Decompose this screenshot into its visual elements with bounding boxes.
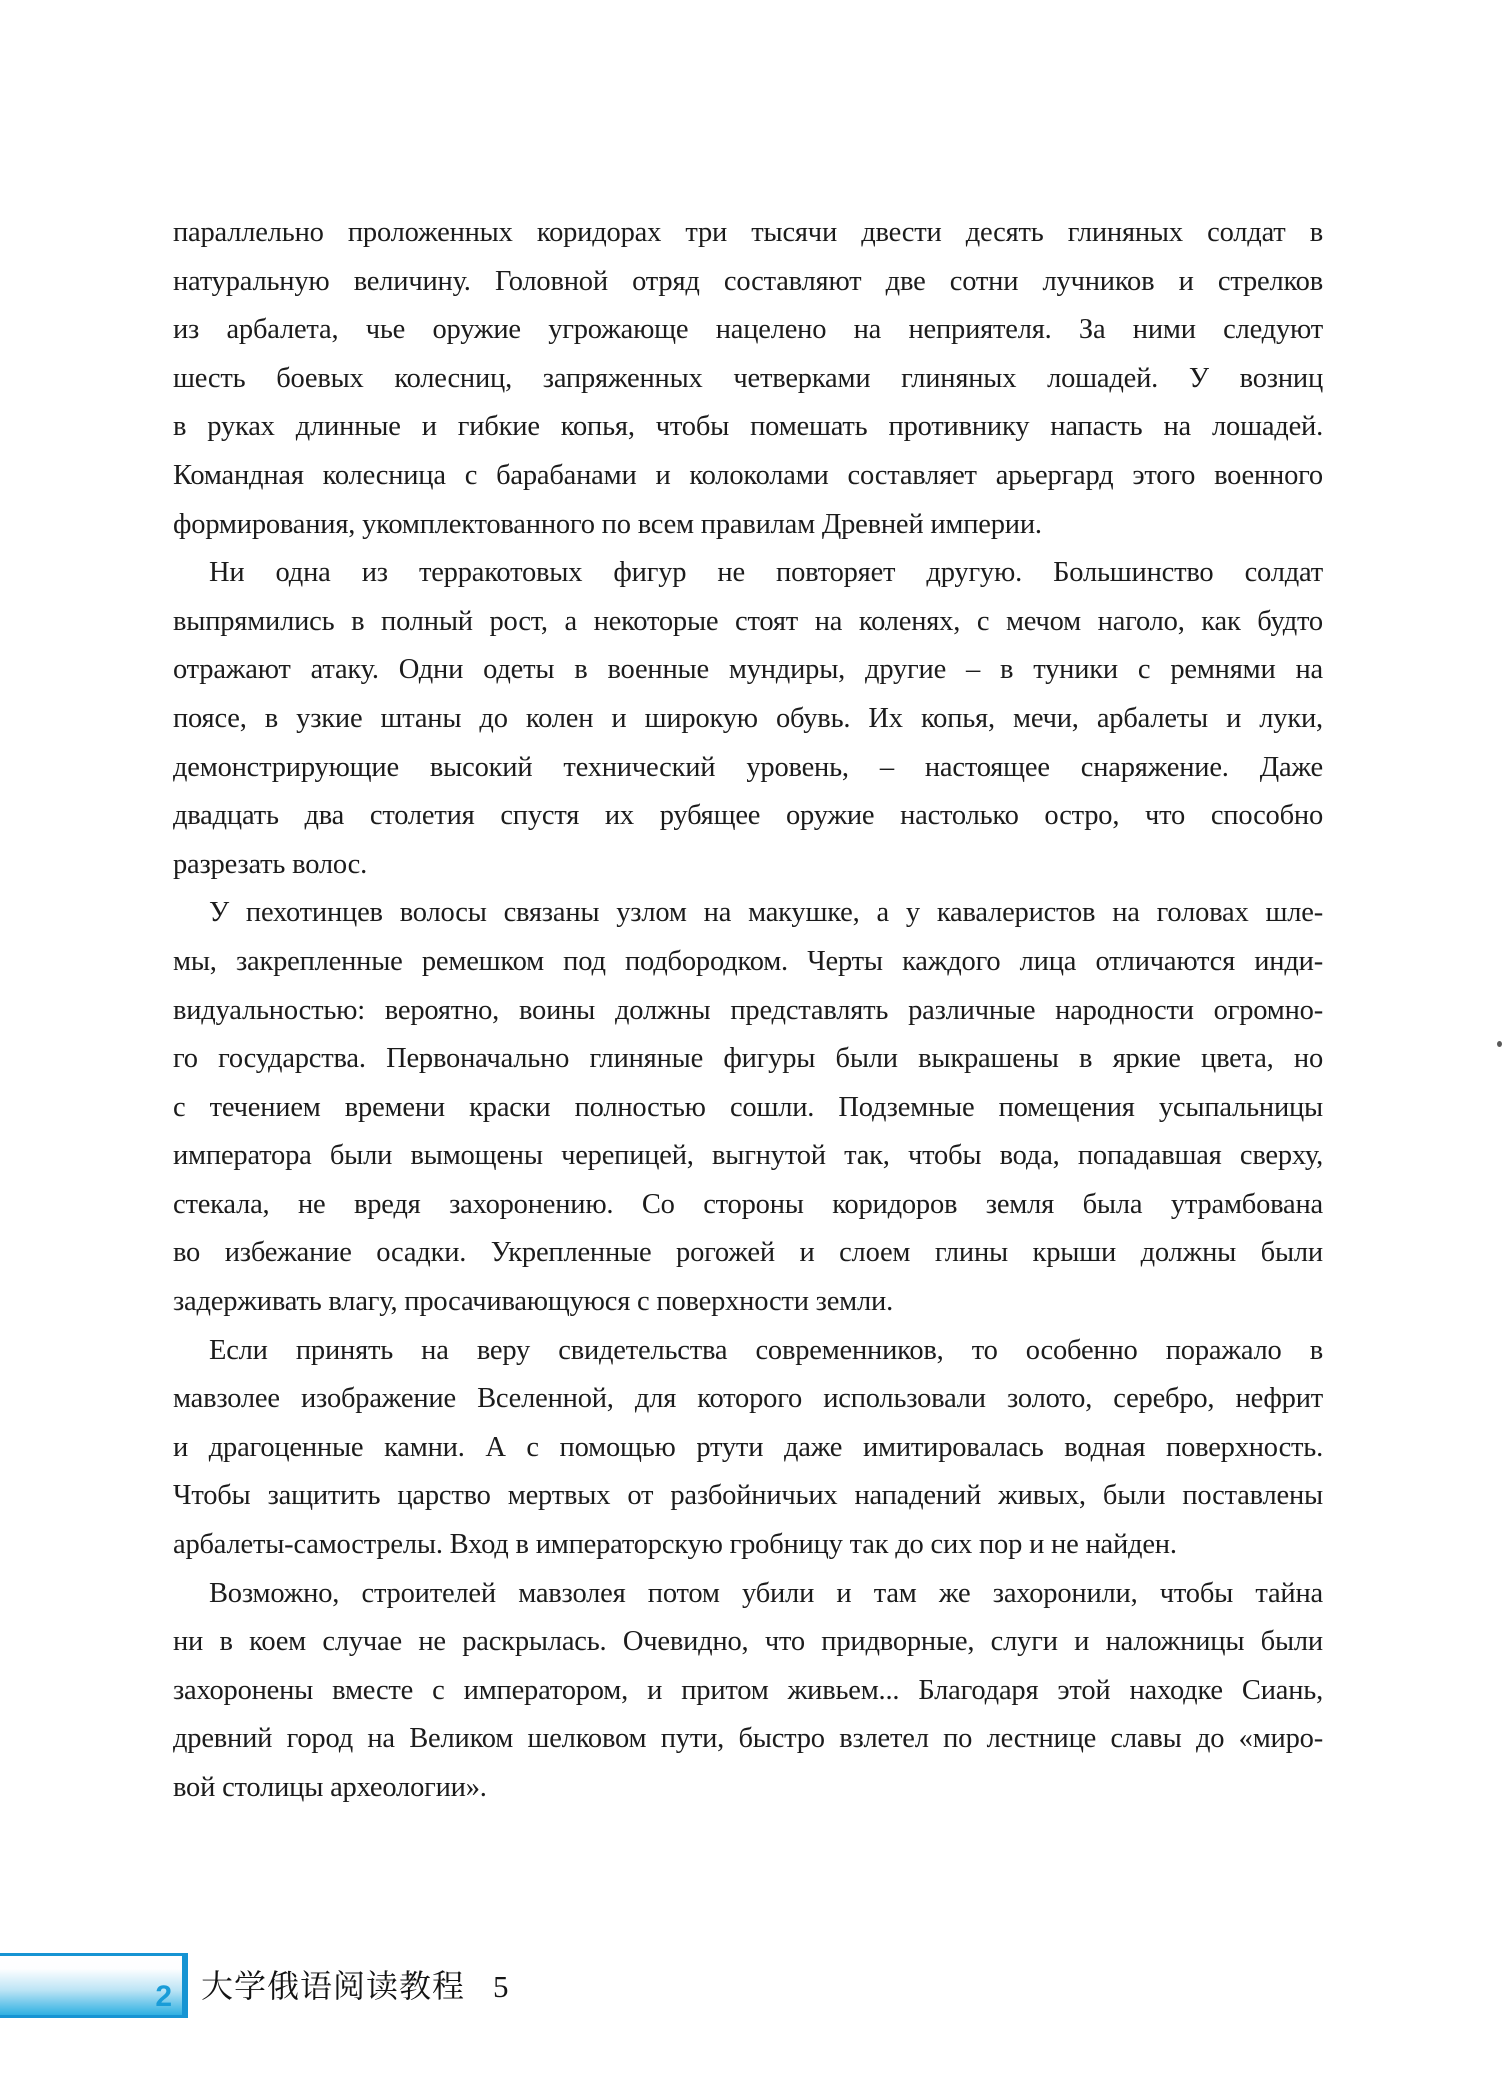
text-line: Чтобы защитить царство мертвых от разбойничьих нападений живых, были поставлены xyxy=(173,1480,1323,1512)
text-line: вой столицы археологии». xyxy=(173,1772,487,1803)
text-line: разрезать волос. xyxy=(173,848,368,880)
text-line: мы, закрепленные ремешком под подбородком. Черты каждого лица отличаются инди- xyxy=(173,945,1323,977)
text-line: формирования, укомплектованного по всем правилам Древней империи. xyxy=(173,508,1042,540)
text-line: видуальностью: вероятно, воины должны представлять различные народности огромно- xyxy=(173,994,1323,1026)
text-line: У пехотинцев волосы связаны узлом на макушке, а у кавалеристов на головах шле- xyxy=(209,897,1323,929)
text-line: захоронены вместе с императором, и притом живьем... Благодаря этой находке Сиань, xyxy=(173,1674,1323,1706)
text-line: императора были вымощены черепицей, выгнутой так, чтобы вода, попадавшая сверху, xyxy=(173,1140,1323,1172)
text-line: Командная колесница с барабанами и колоколами составляет арьергард этого военного xyxy=(173,459,1323,491)
text-line: поясе, в узкие штаны до колен и широкую обувь. Их копья, мечи, арбалеты и луки, xyxy=(173,702,1323,734)
text-line: из арбалета, чье оружие угрожающе нацелено на неприятеля. За ними следуют xyxy=(173,314,1323,346)
text-line: Если принять на веру свидетельства современников, то особенно поражало в xyxy=(209,1334,1323,1366)
text-line: натуральную величину. Головной отряд составляют две сотни лучников и стрелков xyxy=(173,265,1323,297)
text-line: Возможно, строителей мавзолея потом убили и там же захоронили, чтобы тайна xyxy=(209,1577,1323,1609)
text-line: во избежание осадки. Укрепленные рогожей и слоем глины крыши должны были xyxy=(173,1237,1323,1269)
text-line: мавзолее изображение Вселенной, для которого использовали золото, серебро, нефрит xyxy=(173,1383,1323,1415)
text-line: выпрямились в полный рост, а некоторые стоят на коленях, с мечом наголо, как будто xyxy=(173,605,1323,637)
page-number: 2 xyxy=(155,1980,172,2013)
text-line: с течением времени краски полностью сошли. Подземные помещения усыпальницы xyxy=(173,1091,1323,1123)
text-line: и драгоценные камни. А с помощью ртути даже имитировалась водная поверхность. xyxy=(173,1431,1323,1463)
volume-number: 5 xyxy=(493,1969,510,2004)
text-line: шесть боевых колесниц, запряженных четверками глиняных лошадей. У возниц xyxy=(173,362,1323,394)
text-line: в руках длинные и гибкие копья, чтобы помешать противнику напасть на лошадей. xyxy=(173,411,1323,443)
text-line: отражают атаку. Одни одеты в военные мундиры, другие – в туники с ремнями на xyxy=(173,654,1323,686)
text-line: параллельно проложенных коридорах три тысячи двести десять глиняных солдат в xyxy=(173,217,1323,248)
text-block xyxy=(173,209,1323,1813)
footer-title xyxy=(201,1964,510,2008)
text-line: задерживать влагу, просачивающуюся с поверхности земли. xyxy=(173,1286,894,1318)
text-line: Ни одна из терракотовых фигур не повторяет другую. Большинство солдат xyxy=(209,557,1323,589)
text-line: двадцать два столетия спустя их рубящее оружие настолько остро, что способно xyxy=(173,800,1323,832)
book-title: 大学俄语阅读教程 xyxy=(201,1968,466,2004)
text-line: ни в коем случае не раскрылась. Очевидно, что придворные, слуги и наложницы были xyxy=(173,1626,1323,1658)
text-line: го государства. Первоначально глиняные фигуры были выкрашены в яркие цвета, но xyxy=(173,1043,1323,1075)
text-line: древний город на Великом шелковом пути, быстро взлетел по лестнице славы до «миро- xyxy=(173,1723,1323,1755)
text-line: демонстрирующие высокий технический уровень, – настоящее снаряжение. Даже xyxy=(173,751,1323,783)
scan-artifact-speck xyxy=(1497,1041,1502,1047)
text-line: арбалеты-самострелы. Вход в императорскую гробницу так до сих пор и не найден. xyxy=(173,1529,1177,1561)
text-line: стекала, не вредя захоронению. Со стороны коридоров земля была утрамбована xyxy=(173,1188,1323,1220)
footer-bar xyxy=(0,1953,188,2018)
